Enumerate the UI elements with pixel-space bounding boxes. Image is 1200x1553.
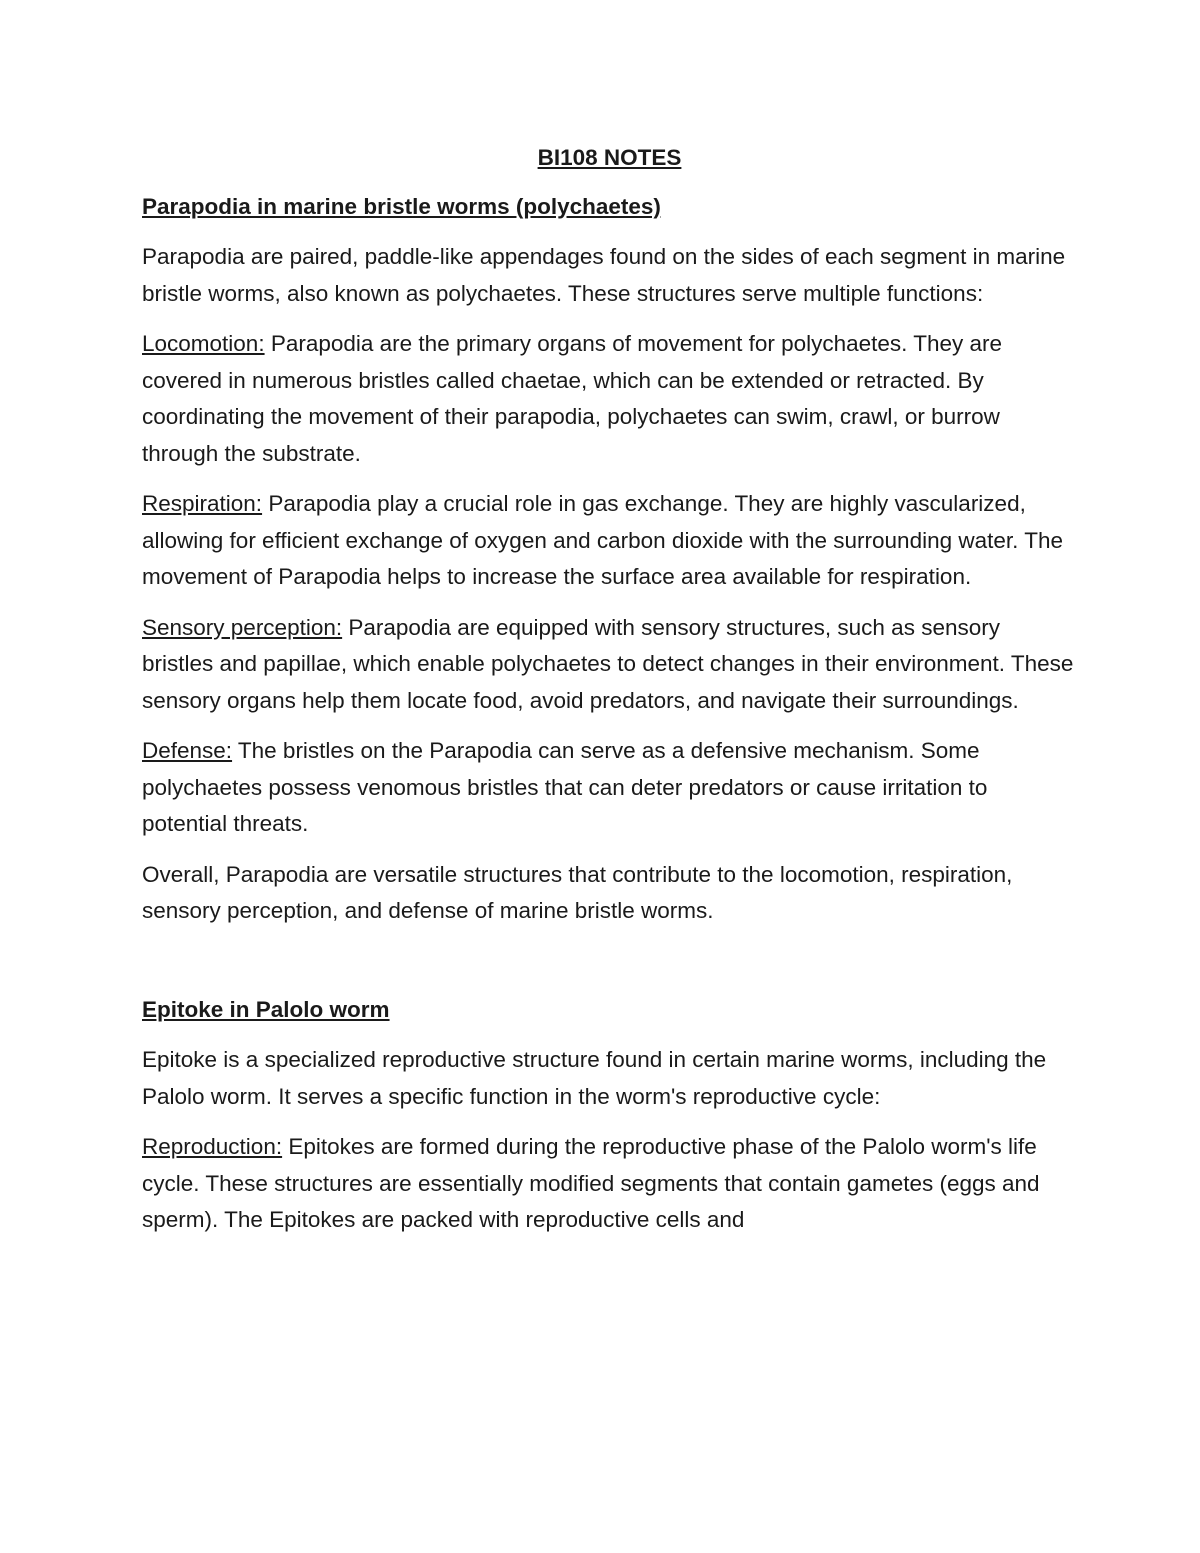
epitoke-intro-paragraph: Epitoke is a specialized reproductive structure found in certain marine worms, including the Palolo worm. It serves a specific function in the worm's reproductive cycle: [142, 1047, 1047, 1109]
locomotion-text: Parapodia are the primary organs of movement for polychaetes. They are covered in numerous bristles called chaetae, which can be extended or retracted. By coordinating the movement of their parapodia, polychaetes can swim, crawl, or burrow through the substrate. [142, 331, 1003, 466]
sensory-perception-term: Sensory perception: [142, 614, 343, 640]
respiration-paragraph [142, 486, 1077, 596]
sensory-perception-paragraph [142, 610, 1077, 720]
parapodia-conclusion-paragraph: Overall, Parapodia are versatile structures that contribute to the locomotion, respiration, sensory perception, and defense of marine bristle worms. [142, 861, 1013, 923]
parapodia-intro-paragraph: Parapodia are paired, paddle-like appendages found on the sides of each segment in marine bristle worms, also known as polychaetes. These structures serve multiple functions: [142, 244, 1066, 306]
locomotion-paragraph [142, 326, 1077, 472]
document-page [142, 140, 1077, 1253]
locomotion-term: Locomotion: [142, 331, 265, 356]
defense-term: Defense: [142, 738, 233, 763]
section-heading-parapodia: Parapodia in marine bristle worms (polychaetes) [142, 193, 661, 219]
reproduction-term: Reproduction: [142, 1134, 283, 1159]
reproduction-paragraph [142, 1129, 1077, 1239]
reproduction-text: Epitokes are formed during the reproductive phase of the Palolo worm's life cycle. These structures are essentially modified segments that contain gametes (eggs and sperm). The Epitokes are packed with reproductive cells and [142, 1134, 1040, 1232]
section-heading-epitoke: Epitoke in Palolo worm [142, 996, 390, 1022]
sensory-perception-text: Parapodia are equipped with sensory structures, such as sensory bristles and papillae, which enable polychaetes to detect changes in their environment. These sensory organs help them locate food, avoid predators, and navigate their surroundings. [142, 614, 1074, 713]
respiration-text: Parapodia play a crucial role in gas exchange. They are highly vascularized, allowing for efficient exchange of oxygen and carbon dioxide with the surrounding water. The movement of Parapodia helps to increase the surface area available for respiration. [142, 491, 1064, 589]
respiration-term: Respiration: [142, 491, 263, 516]
section-spacer [142, 944, 1077, 992]
defense-text: The bristles on the Parapodia can serve as a defensive mechanism. Some polychaetes possess venomous bristles that can deter predators or cause irritation to potential threats. [142, 738, 988, 836]
defense-paragraph [142, 733, 1077, 843]
document-title: BI108 NOTES [537, 145, 682, 170]
